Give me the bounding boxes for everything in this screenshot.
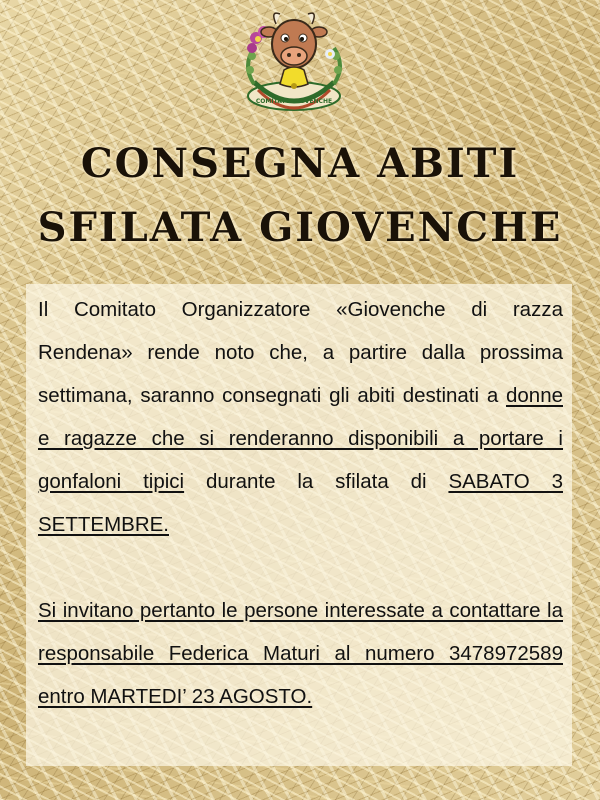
cow-mascot-icon [240,8,348,120]
event-date-underlined-text: SABATO 3 SETTEMBRE. [38,470,563,536]
page-title-line-1: CONSEGNA ABITI [80,140,520,187]
logo-ring-text: COMITATO GIOVENCHE [255,98,333,105]
logo [240,8,348,120]
page-title-line-2: SFILATA GIOVENCHE [37,204,563,251]
announcement-paragraph [38,288,563,546]
announcement-text-middle: durante la sfilata di [184,470,449,493]
contact-paragraph: Si invitano pertanto le persone interessate a contattare la responsabile Federica Maturi al numero 3478972589 entro MARTEDI’ 23 AGOSTO. [38,599,563,708]
recipients-underlined-text: donne e ragazze che si renderanno disponibili a portare i gonfaloni tipici [38,384,563,493]
flower-icon [325,49,335,59]
announcement-text-intro: Il Comitato Organizzatore «Giovenche di razza Rendena» rende noto che, a partire dalla prossima settimana, saranno consegnati gli abiti destinati a [38,298,563,407]
